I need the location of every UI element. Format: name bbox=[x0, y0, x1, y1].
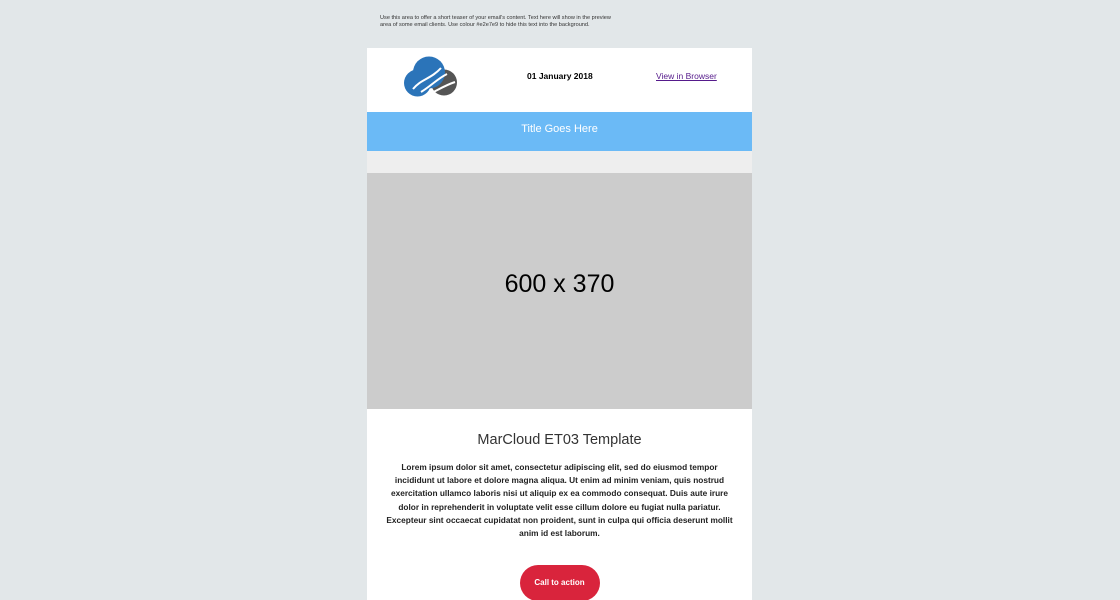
view-in-browser-link[interactable]: View in Browser bbox=[656, 70, 717, 81]
content-section bbox=[367, 409, 752, 600]
spacer-band bbox=[367, 151, 752, 173]
cloud-logo-icon bbox=[403, 55, 461, 97]
hero-image-placeholder bbox=[367, 173, 752, 409]
preheader-text: Use this area to offer a short teaser of your email's content. Text here will show in the preview area of some email clients. Use colour #e2e7e9 to hide this text into the background. bbox=[380, 15, 611, 28]
email-header bbox=[367, 48, 752, 112]
call-to-action-button[interactable]: Call to action bbox=[520, 565, 600, 600]
content-body: Lorem ipsum dolor sit amet, consectetur adipiscing elit, sed do eiusmod tempor incididunt ut labore et dolore magna aliqua. Ut enim ad minim veniam, quis nostrud exercitation ullamco laboris nisi ut aliquip ex ea commodo consequat. Duis aute irure dolor in reprehenderit in voluptate velit esse cillum dolore eu fugiat nulla pariatur. Excepteur sint occaecat cupidatat non proident, sunt in culpa qui officia deserunt mollit anim id est laborum. bbox=[386, 462, 733, 539]
title-bar bbox=[367, 112, 752, 151]
email-container bbox=[367, 48, 752, 600]
hero-placeholder-text: 600 x 370 bbox=[504, 269, 615, 298]
title-bar-text: Title Goes Here bbox=[521, 123, 598, 135]
email-date: 01 January 2018 bbox=[527, 71, 593, 81]
content-heading: MarCloud ET03 Template bbox=[477, 432, 642, 448]
